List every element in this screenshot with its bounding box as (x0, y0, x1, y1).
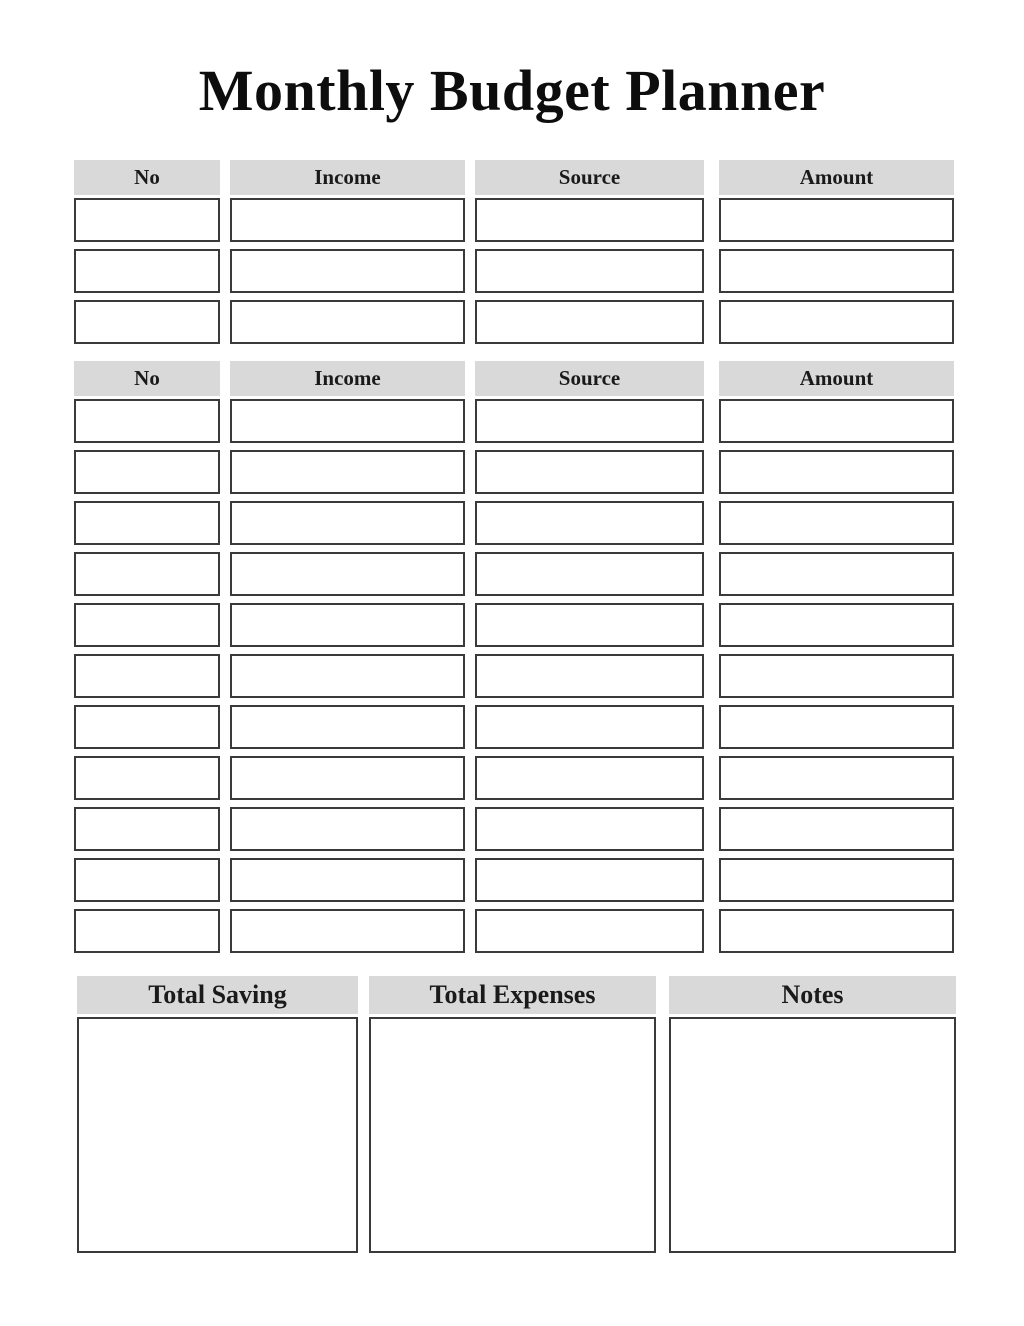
column-header-income: Income (230, 361, 465, 396)
no-field[interactable] (74, 501, 220, 545)
no-field[interactable] (74, 756, 220, 800)
no-field[interactable] (74, 603, 220, 647)
source-field[interactable] (475, 654, 704, 698)
no-field[interactable] (74, 654, 220, 698)
column-header-no: No (74, 361, 220, 396)
income-table-1 (74, 160, 954, 344)
income-field[interactable] (230, 807, 465, 851)
income-field[interactable] (230, 501, 465, 545)
no-field[interactable] (74, 552, 220, 596)
column-header-amount: Amount (719, 361, 954, 396)
source-field[interactable] (475, 807, 704, 851)
total-expenses-column (369, 976, 656, 1253)
table2-rows (74, 399, 954, 953)
no-field[interactable] (74, 300, 220, 344)
table1-row (74, 249, 954, 293)
amount-field[interactable] (719, 249, 954, 293)
column-header-income: Income (230, 160, 465, 195)
total-saving-header: Total Saving (77, 976, 358, 1014)
income-table-2 (74, 361, 954, 953)
table2-row (74, 705, 954, 749)
summary-section (0, 976, 1024, 1256)
amount-field[interactable] (719, 756, 954, 800)
table1-row (74, 300, 954, 344)
amount-field[interactable] (719, 300, 954, 344)
income-field[interactable] (230, 858, 465, 902)
column-header-no: No (74, 160, 220, 195)
income-field[interactable] (230, 249, 465, 293)
no-field[interactable] (74, 450, 220, 494)
amount-field[interactable] (719, 399, 954, 443)
no-field[interactable] (74, 858, 220, 902)
income-field[interactable] (230, 198, 465, 242)
source-field[interactable] (475, 198, 704, 242)
amount-field[interactable] (719, 654, 954, 698)
income-field[interactable] (230, 603, 465, 647)
table2-row (74, 450, 954, 494)
amount-field[interactable] (719, 501, 954, 545)
amount-field[interactable] (719, 807, 954, 851)
source-field[interactable] (475, 300, 704, 344)
table2-row (74, 552, 954, 596)
income-field[interactable] (230, 756, 465, 800)
table1-rows (74, 198, 954, 344)
table2-row (74, 501, 954, 545)
total-expenses-header: Total Expenses (369, 976, 656, 1014)
no-field[interactable] (74, 399, 220, 443)
table2-row (74, 399, 954, 443)
table2-row (74, 807, 954, 851)
amount-field[interactable] (719, 450, 954, 494)
source-field[interactable] (475, 603, 704, 647)
income-field[interactable] (230, 450, 465, 494)
column-header-source: Source (475, 160, 704, 195)
no-field[interactable] (74, 198, 220, 242)
income-field[interactable] (230, 909, 465, 953)
source-field[interactable] (475, 858, 704, 902)
table1-header-row (74, 160, 954, 195)
amount-field[interactable] (719, 198, 954, 242)
table2-row (74, 603, 954, 647)
source-field[interactable] (475, 756, 704, 800)
notes-field[interactable] (669, 1017, 956, 1253)
source-field[interactable] (475, 909, 704, 953)
no-field[interactable] (74, 249, 220, 293)
total-saving-field[interactable] (77, 1017, 358, 1253)
amount-field[interactable] (719, 603, 954, 647)
amount-field[interactable] (719, 909, 954, 953)
source-field[interactable] (475, 399, 704, 443)
table2-row (74, 909, 954, 953)
income-field[interactable] (230, 399, 465, 443)
amount-field[interactable] (719, 552, 954, 596)
column-header-source: Source (475, 361, 704, 396)
source-field[interactable] (475, 249, 704, 293)
no-field[interactable] (74, 807, 220, 851)
total-saving-column (77, 976, 358, 1253)
income-field[interactable] (230, 705, 465, 749)
source-field[interactable] (475, 501, 704, 545)
no-field[interactable] (74, 705, 220, 749)
source-field[interactable] (475, 450, 704, 494)
source-field[interactable] (475, 705, 704, 749)
amount-field[interactable] (719, 705, 954, 749)
income-field[interactable] (230, 300, 465, 344)
amount-field[interactable] (719, 858, 954, 902)
page-title: Monthly Budget Planner (198, 58, 826, 123)
notes-column (669, 976, 956, 1253)
column-header-amount: Amount (719, 160, 954, 195)
table2-row (74, 756, 954, 800)
income-field[interactable] (230, 552, 465, 596)
notes-header: Notes (669, 976, 956, 1014)
no-field[interactable] (74, 909, 220, 953)
total-expenses-field[interactable] (369, 1017, 656, 1253)
income-field[interactable] (230, 654, 465, 698)
table2-row (74, 654, 954, 698)
source-field[interactable] (475, 552, 704, 596)
table2-row (74, 858, 954, 902)
table1-row (74, 198, 954, 242)
table2-header-row (74, 361, 954, 396)
